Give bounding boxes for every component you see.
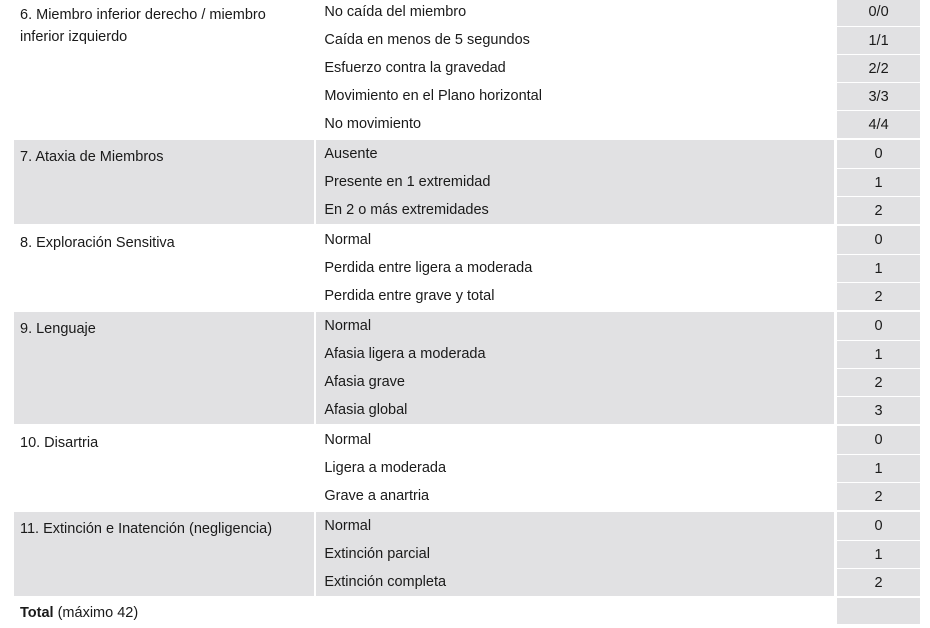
option-score: 2 [837, 482, 920, 510]
option-score: 2 [837, 568, 920, 596]
option-score: 1 [837, 340, 920, 368]
table-group [14, 0, 920, 140]
option-score: 0 [837, 312, 920, 340]
category-title: 9. Lenguaje [14, 312, 314, 424]
option-label: No movimiento [324, 116, 422, 132]
option-label: Afasia ligera a moderada [324, 346, 486, 362]
table-group [14, 426, 920, 512]
table-group [14, 312, 920, 426]
option-score: 1 [837, 454, 920, 482]
option-label: Afasia global [324, 402, 408, 418]
total-label-bold: Total [20, 605, 54, 621]
option-score: 0 [837, 426, 920, 454]
category-title: 10. Disartria [20, 435, 99, 451]
option-label: Afasia grave [324, 374, 405, 390]
option-label: Extinción completa [324, 574, 447, 590]
total-score-cell [837, 598, 920, 624]
option-label: Perdida entre grave y total [324, 288, 495, 304]
table-group [14, 226, 920, 312]
option-label: En 2 o más extremidades [324, 202, 489, 218]
table-group [14, 140, 920, 226]
option-score: 1 [837, 254, 920, 282]
category-title: 11. Extinción e Inatención (negligencia) [14, 512, 314, 596]
total-note: (máximo 42) [57, 605, 139, 621]
option-score: 2 [837, 196, 920, 224]
option-label: Ligera a moderada [324, 460, 447, 476]
total-label [14, 598, 837, 628]
total-row [14, 598, 920, 628]
option-score: 3/3 [837, 82, 920, 110]
option-score: 4/4 [837, 110, 920, 138]
option-label: Ausente [324, 146, 378, 162]
option-score: 1/1 [837, 26, 920, 54]
option-label: Normal [324, 318, 372, 334]
option-score: 2 [837, 282, 920, 310]
option-label: No caída del miembro [324, 4, 467, 20]
option-label: Normal [324, 518, 372, 534]
option-score: 1 [837, 168, 920, 196]
option-label: Esfuerzo contra la gravedad [324, 60, 506, 76]
option-label: Caída en menos de 5 segundos [324, 32, 530, 48]
category-title: 6. Miembro inferior derecho / miembro inferior izquierdo [20, 7, 266, 45]
option-score: 0 [837, 140, 920, 168]
category-title: 7. Ataxia de Miembros [14, 140, 314, 224]
option-score: 0 [837, 512, 920, 540]
nihss-score-table [14, 0, 920, 628]
option-label: Movimiento en el Plano horizontal [324, 88, 542, 104]
option-score: 3 [837, 396, 920, 424]
option-score: 2/2 [837, 54, 920, 82]
option-label: Grave a anartria [324, 488, 430, 504]
option-label: Presente en 1 extremidad [324, 174, 491, 190]
option-score: 0/0 [837, 0, 920, 26]
option-label: Normal [324, 232, 372, 248]
option-label: Extinción parcial [324, 546, 430, 562]
option-label: Normal [324, 432, 372, 448]
table-group [14, 512, 920, 598]
option-score: 0 [837, 226, 920, 254]
option-score: 2 [837, 368, 920, 396]
option-score: 1 [837, 540, 920, 568]
category-title: 8. Exploración Sensitiva [20, 235, 175, 251]
option-label: Perdida entre ligera a moderada [324, 260, 533, 276]
